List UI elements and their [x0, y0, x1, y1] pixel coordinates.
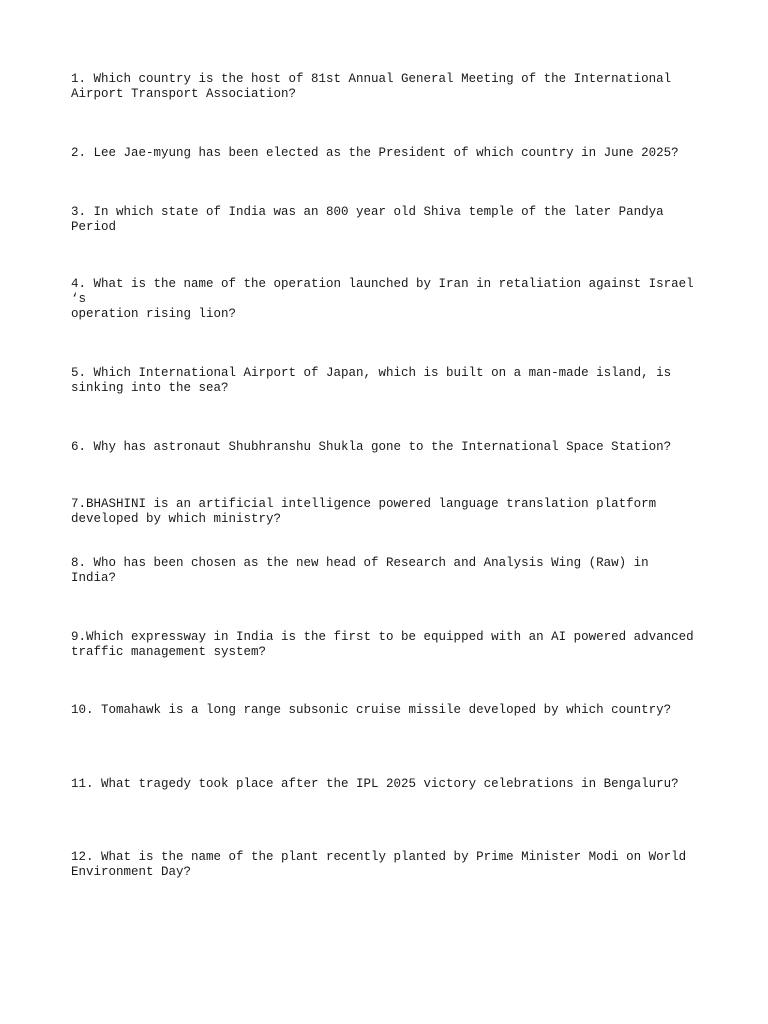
question-7: 7.BHASHINI is an artificial intelligence powered language translation platform developed by which ministry? [71, 497, 657, 526]
question-11: 11. What tragedy took place after the IPL 2025 victory celebrations in Bengaluru? [71, 777, 679, 791]
question-9: 9.Which expressway in India is the first to be equipped with an AI powered advanced traffic management system? [71, 630, 694, 659]
question-8: 8. Who has been chosen as the new head of Research and Analysis Wing (Raw) in India? [71, 556, 649, 585]
question-10: 10. Tomahawk is a long range subsonic cruise missile developed by which country? [71, 703, 672, 717]
question-12: 12. What is the name of the plant recently planted by Prime Minister Modi on World Environment Day? [71, 850, 687, 879]
question-2: 2. Lee Jae-myung has been elected as the President of which country in June 2025? [71, 146, 679, 160]
question-3: 3. In which state of India was an 800 year old Shiva temple of the later Pandya Period [71, 205, 664, 234]
question-4: 4. What is the name of the operation launched by Iran in retaliation against Israel ‘s operation rising lion? [71, 277, 694, 321]
question-5: 5. Which International Airport of Japan, which is built on a man-made island, is sinking into the sea? [71, 366, 672, 395]
question-6: 6. Why has astronaut Shubhranshu Shukla gone to the International Space Station? [71, 440, 672, 454]
question-1: 1. Which country is the host of 81st Annual General Meeting of the International Airport Transport Association? [71, 72, 672, 101]
